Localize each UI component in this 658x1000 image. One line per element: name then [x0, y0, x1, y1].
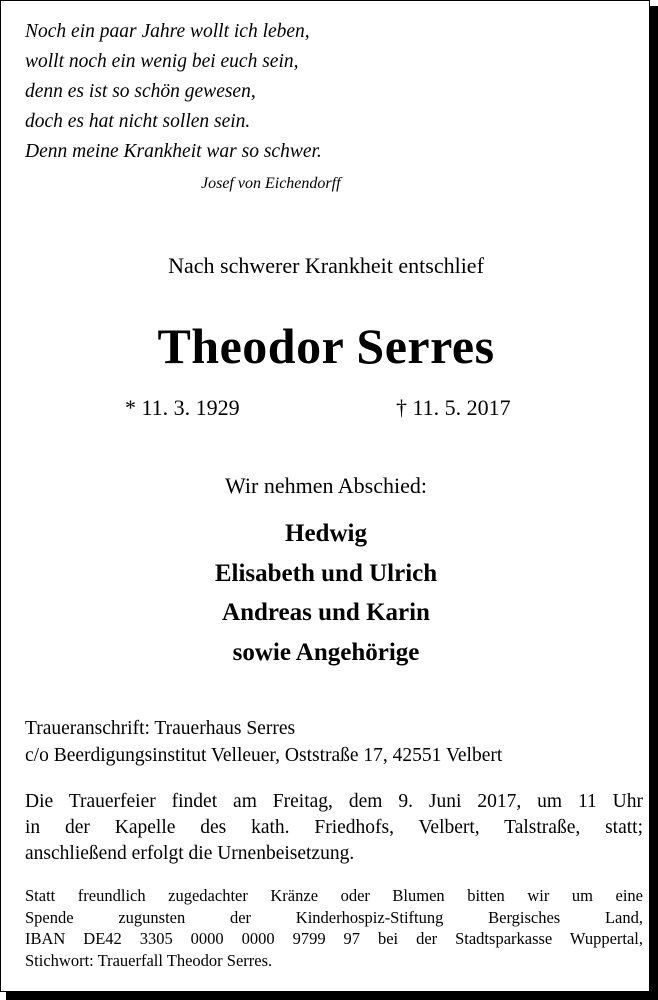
farewell-text: Wir nehmen Abschied:	[225, 473, 427, 498]
donation-line: Statt freundlich zugedachter Kränze oder Blumen bitten wir um eine	[25, 886, 643, 905]
address-line: c/o Beerdigungsinstitut Velleuer, Oststraße 17, 42551 Velbert	[25, 745, 503, 766]
donation-line: Stichwort: Trauerfall Theodor Serres.	[25, 950, 273, 970]
deceased-name: Theodor Serres	[157, 318, 495, 374]
poem-line: Denn meine Krankheit war so schwer.	[25, 141, 322, 162]
mourner-name: Andreas und Karin	[222, 599, 430, 626]
death-date: † 11. 5. 2017	[396, 395, 511, 420]
mourner-name: sowie Angehörige	[232, 638, 420, 666]
poem-line: wollt noch ein wenig bei euch sein,	[25, 51, 299, 72]
mourners-list	[1, 514, 651, 672]
frame-shadow-right	[650, 6, 658, 1000]
ceremony-line: anschließend erfolgt die Urnenbeisetzung.	[25, 843, 355, 864]
poem-line: Noch ein paar Jahre wollt ich leben,	[25, 21, 310, 42]
donation-info	[25, 885, 643, 971]
poem	[25, 17, 322, 167]
frame-shadow-bottom	[6, 992, 658, 1000]
poem-line: denn es ist so schön gewesen,	[25, 81, 256, 102]
mourning-address	[25, 715, 502, 769]
ceremony-info	[25, 789, 643, 867]
poem-author: Josef von Eichendorff	[201, 175, 341, 192]
donation-line: IBAN DE42 3305 0000 0000 9799 97 bei der Stadtsparkasse Wuppertal,	[25, 929, 643, 948]
intro-text: Nach schwerer Krankheit entschlief	[168, 253, 484, 278]
address-line: Traueranschrift: Trauerhaus Serres	[25, 718, 296, 739]
ceremony-line: Die Trauerfeier findet am Freitag, dem 9. Juni 2017, um 11 Uhr	[25, 791, 643, 812]
birth-date: * 11. 3. 1929	[125, 395, 240, 420]
ceremony-line: in der Kapelle des kath. Friedhofs, Velbert, Talstraße, statt;	[25, 817, 643, 838]
mourner-name: Elisabeth und Ulrich	[214, 559, 438, 587]
mourner-name: Hedwig	[285, 520, 367, 547]
poem-line: doch es hat nicht sollen sein.	[25, 111, 251, 132]
donation-line: Spende zugunsten der Kinderhospiz-Stiftung Bergisches Land,	[25, 907, 643, 927]
